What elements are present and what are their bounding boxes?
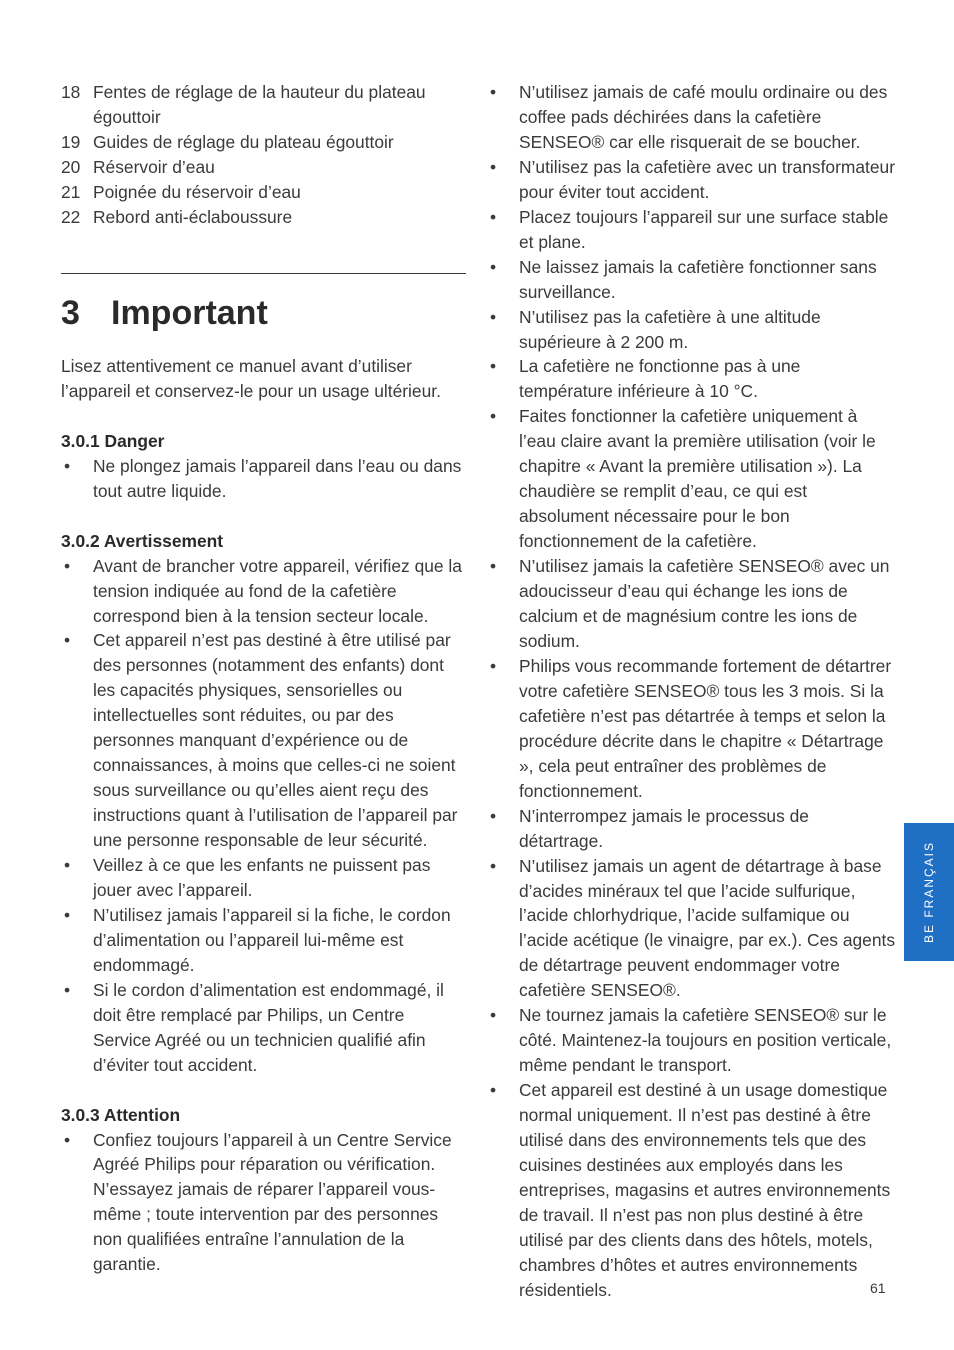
bullet-icon: •: [489, 1005, 497, 1026]
item-number: 22: [61, 206, 81, 227]
bullet-icon: •: [489, 556, 497, 577]
chapter-number: 3: [61, 294, 80, 332]
section-heading-danger: 3.0.1 Danger: [61, 430, 165, 451]
item-text: N’utilisez jamais l’appareil si la fiche, le cordon d’alimentation ou l’appareil lui-même est endommagé.: [93, 904, 451, 975]
item-text: Confiez toujours l’appareil à un Centre Service Agréé Philips pour réparation ou vérification. N’essayez jamais de réparer l’appareil vous-même ; toute intervention par des personnes non qualifiées entraîne l’annulation de la garantie.: [93, 1129, 452, 1275]
language-tab: [904, 823, 954, 961]
item-text: Guides de réglage du plateau égouttoir: [93, 131, 394, 152]
list-item: [61, 155, 466, 180]
list-item: [487, 155, 897, 205]
item-text: Ne tournez jamais la cafetière SENSEO® sur le côté. Maintenez-la toujours en position verticale, même pendant le transport.: [519, 1005, 892, 1076]
item-text: Ne laissez jamais la cafetière fonctionner sans surveillance.: [519, 256, 877, 302]
item-text: Cet appareil n’est pas destiné à être utilisé par des personnes (notamment des enfants) dont les capacités physiques, sensorielles ou intellectuelles sont réduites, ou par des personnes manquant d’expérience ou de connaissances, à moins que celles-ci ne soient sous surveillance ou qu’elles aient reçu des instructions quant à l’utilisation de l’appareil par une personne responsable de leur sécurité.: [93, 630, 458, 851]
chapter-title: [61, 290, 268, 336]
item-text: Rebord anti-éclaboussure: [93, 206, 293, 227]
list-item: [487, 1003, 897, 1078]
right-list: [487, 80, 897, 1303]
list-item: [487, 354, 897, 404]
bullet-icon: •: [489, 306, 497, 327]
bullet-icon: •: [63, 855, 71, 876]
left-column: [61, 80, 466, 230]
list-item: [61, 978, 466, 1078]
language-tab-label: BE FRANÇAIS: [922, 840, 937, 944]
list-item: [61, 80, 466, 130]
left-body: [61, 354, 466, 1277]
bullet-icon: •: [63, 979, 71, 1000]
bullet-icon: •: [489, 206, 497, 227]
list-item: [61, 554, 466, 629]
list-item: [487, 854, 897, 1004]
item-text: Placez toujours l’appareil sur une surface stable et plane.: [519, 206, 889, 252]
section-heading-caution: 3.0.3 Attention: [61, 1104, 181, 1125]
item-text: La cafetière ne fonctionne pas à une température inférieure à 10 °C.: [519, 356, 801, 402]
item-number: 19: [61, 131, 81, 152]
bullet-icon: •: [63, 904, 71, 925]
bullet-icon: •: [63, 630, 71, 651]
bullet-icon: •: [489, 655, 497, 676]
danger-list: [61, 454, 466, 504]
bullet-icon: •: [489, 256, 497, 277]
item-text: N’utilisez pas la cafetière avec un transformateur pour éviter tout accident.: [519, 156, 896, 202]
page-number: 61: [870, 1280, 886, 1296]
item-text: Ne plongez jamais l’appareil dans l’eau ou dans tout autre liquide.: [93, 455, 462, 501]
bullet-icon: •: [489, 1080, 497, 1101]
item-text: Réservoir d’eau: [93, 156, 215, 177]
list-item: [61, 1128, 466, 1278]
list-item: [487, 654, 897, 804]
bullet-icon: •: [489, 855, 497, 876]
bullet-icon: •: [63, 555, 71, 576]
item-text: Poignée du réservoir d’eau: [93, 181, 301, 202]
item-text: Cet appareil est destiné à un usage domestique normal uniquement. Il n’est pas destiné à être utilisé dans des environnements tels que des cuisines destinées aux employés dans les entreprises, magasins et autres environnements de travail. Il n’est pas non plus destiné à être utilisé par des clients dans des hôtels, motels, chambres d’hôtes et autres environnements résidentiels.: [519, 1080, 891, 1300]
item-number: 21: [61, 181, 81, 202]
bullet-icon: •: [489, 805, 497, 826]
item-text: Veillez à ce que les enfants ne puissent pas jouer avec l’appareil.: [93, 855, 431, 900]
warning-list: [61, 554, 466, 1078]
item-text: Faites fonctionner la cafetière uniquement à l’eau claire avant la première utilisation (voir le chapitre « Avant la première utilisation »). La chaudière se remplit d’eau, ce qui est absolument nécessaire pour le bon fonctionnement de la cafetière.: [519, 406, 876, 552]
list-item: [487, 305, 897, 355]
section-heading-warning: 3.0.2 Avertissement: [61, 530, 224, 551]
bullet-icon: •: [489, 156, 497, 177]
item-text: Fentes de réglage de la hauteur du plateau égouttoir: [93, 82, 426, 127]
item-text: N’utilisez pas la cafetière à une altitude supérieure à 2 200 m.: [519, 306, 821, 352]
list-item: [61, 180, 466, 205]
item-number: 18: [61, 82, 81, 102]
list-item: [61, 903, 466, 978]
list-item: [61, 454, 466, 504]
item-text: N’interrompez jamais le processus de détartrage.: [519, 805, 809, 851]
bullet-icon: •: [489, 356, 497, 377]
caution-list: [61, 1128, 466, 1278]
list-item: [487, 1078, 897, 1303]
item-text: Avant de brancher votre appareil, vérifiez que la tension indiquée au fond de la cafetière correspond bien à la tension secteur locale.: [93, 555, 462, 626]
list-item: [487, 205, 897, 255]
list-item: [61, 130, 466, 155]
bullet-icon: •: [489, 406, 497, 427]
list-item: [487, 804, 897, 854]
list-item: [487, 80, 897, 155]
bullet-icon: •: [63, 1129, 71, 1150]
list-item: [61, 628, 466, 853]
item-text: Philips vous recommande fortement de détartrer votre cafetière SENSEO® tous les 3 mois. Si la cafetière n’est pas détartrée à temps et selon la procédure décrite dans le chapitre « Détartrage », cela peut entraîner des problèmes de fonctionnement.: [519, 655, 892, 801]
list-item: [61, 853, 466, 903]
list-item: [487, 404, 897, 554]
item-number: 20: [61, 156, 81, 177]
item-text: N’utilisez jamais de café moulu ordinaire ou des coffee pads déchirées dans la cafetière SENSEO® car elle risquerait de se boucher.: [519, 82, 888, 152]
item-text: N’utilisez jamais un agent de détartrage à base d’acides minéraux tel que l’acide sulfurique, l’acide chlorhydrique, l’acide sulfamique ou l’acide acétique (le vinaigre, par ex.). Ces agents de détartrage peuvent endommager votre cafetière SENSEO®.: [519, 855, 896, 1001]
bullet-icon: •: [63, 455, 71, 476]
list-item: [61, 205, 466, 230]
bullet-icon: •: [489, 82, 497, 102]
list-item: [487, 554, 897, 654]
chapter-divider: [61, 273, 466, 274]
item-text: N’utilisez jamais la cafetière SENSEO® avec un adoucisseur d’eau qui échange les ions de calcium et de magnésium contre les ions de sodium.: [519, 556, 890, 651]
chapter-heading-text: Important: [111, 294, 268, 332]
right-column: [487, 80, 897, 1303]
parts-list: [61, 80, 466, 230]
item-text: Si le cordon d’alimentation est endommagé, il doit être remplacé par Philips, un Centre Service Agréé ou un technicien qualifié afin d’éviter tout accident.: [93, 979, 444, 1075]
list-item: [487, 255, 897, 305]
intro-paragraph: Lisez attentivement ce manuel avant d’utiliser l’appareil et conservez-le pour un usage ultérieur.: [61, 356, 441, 401]
